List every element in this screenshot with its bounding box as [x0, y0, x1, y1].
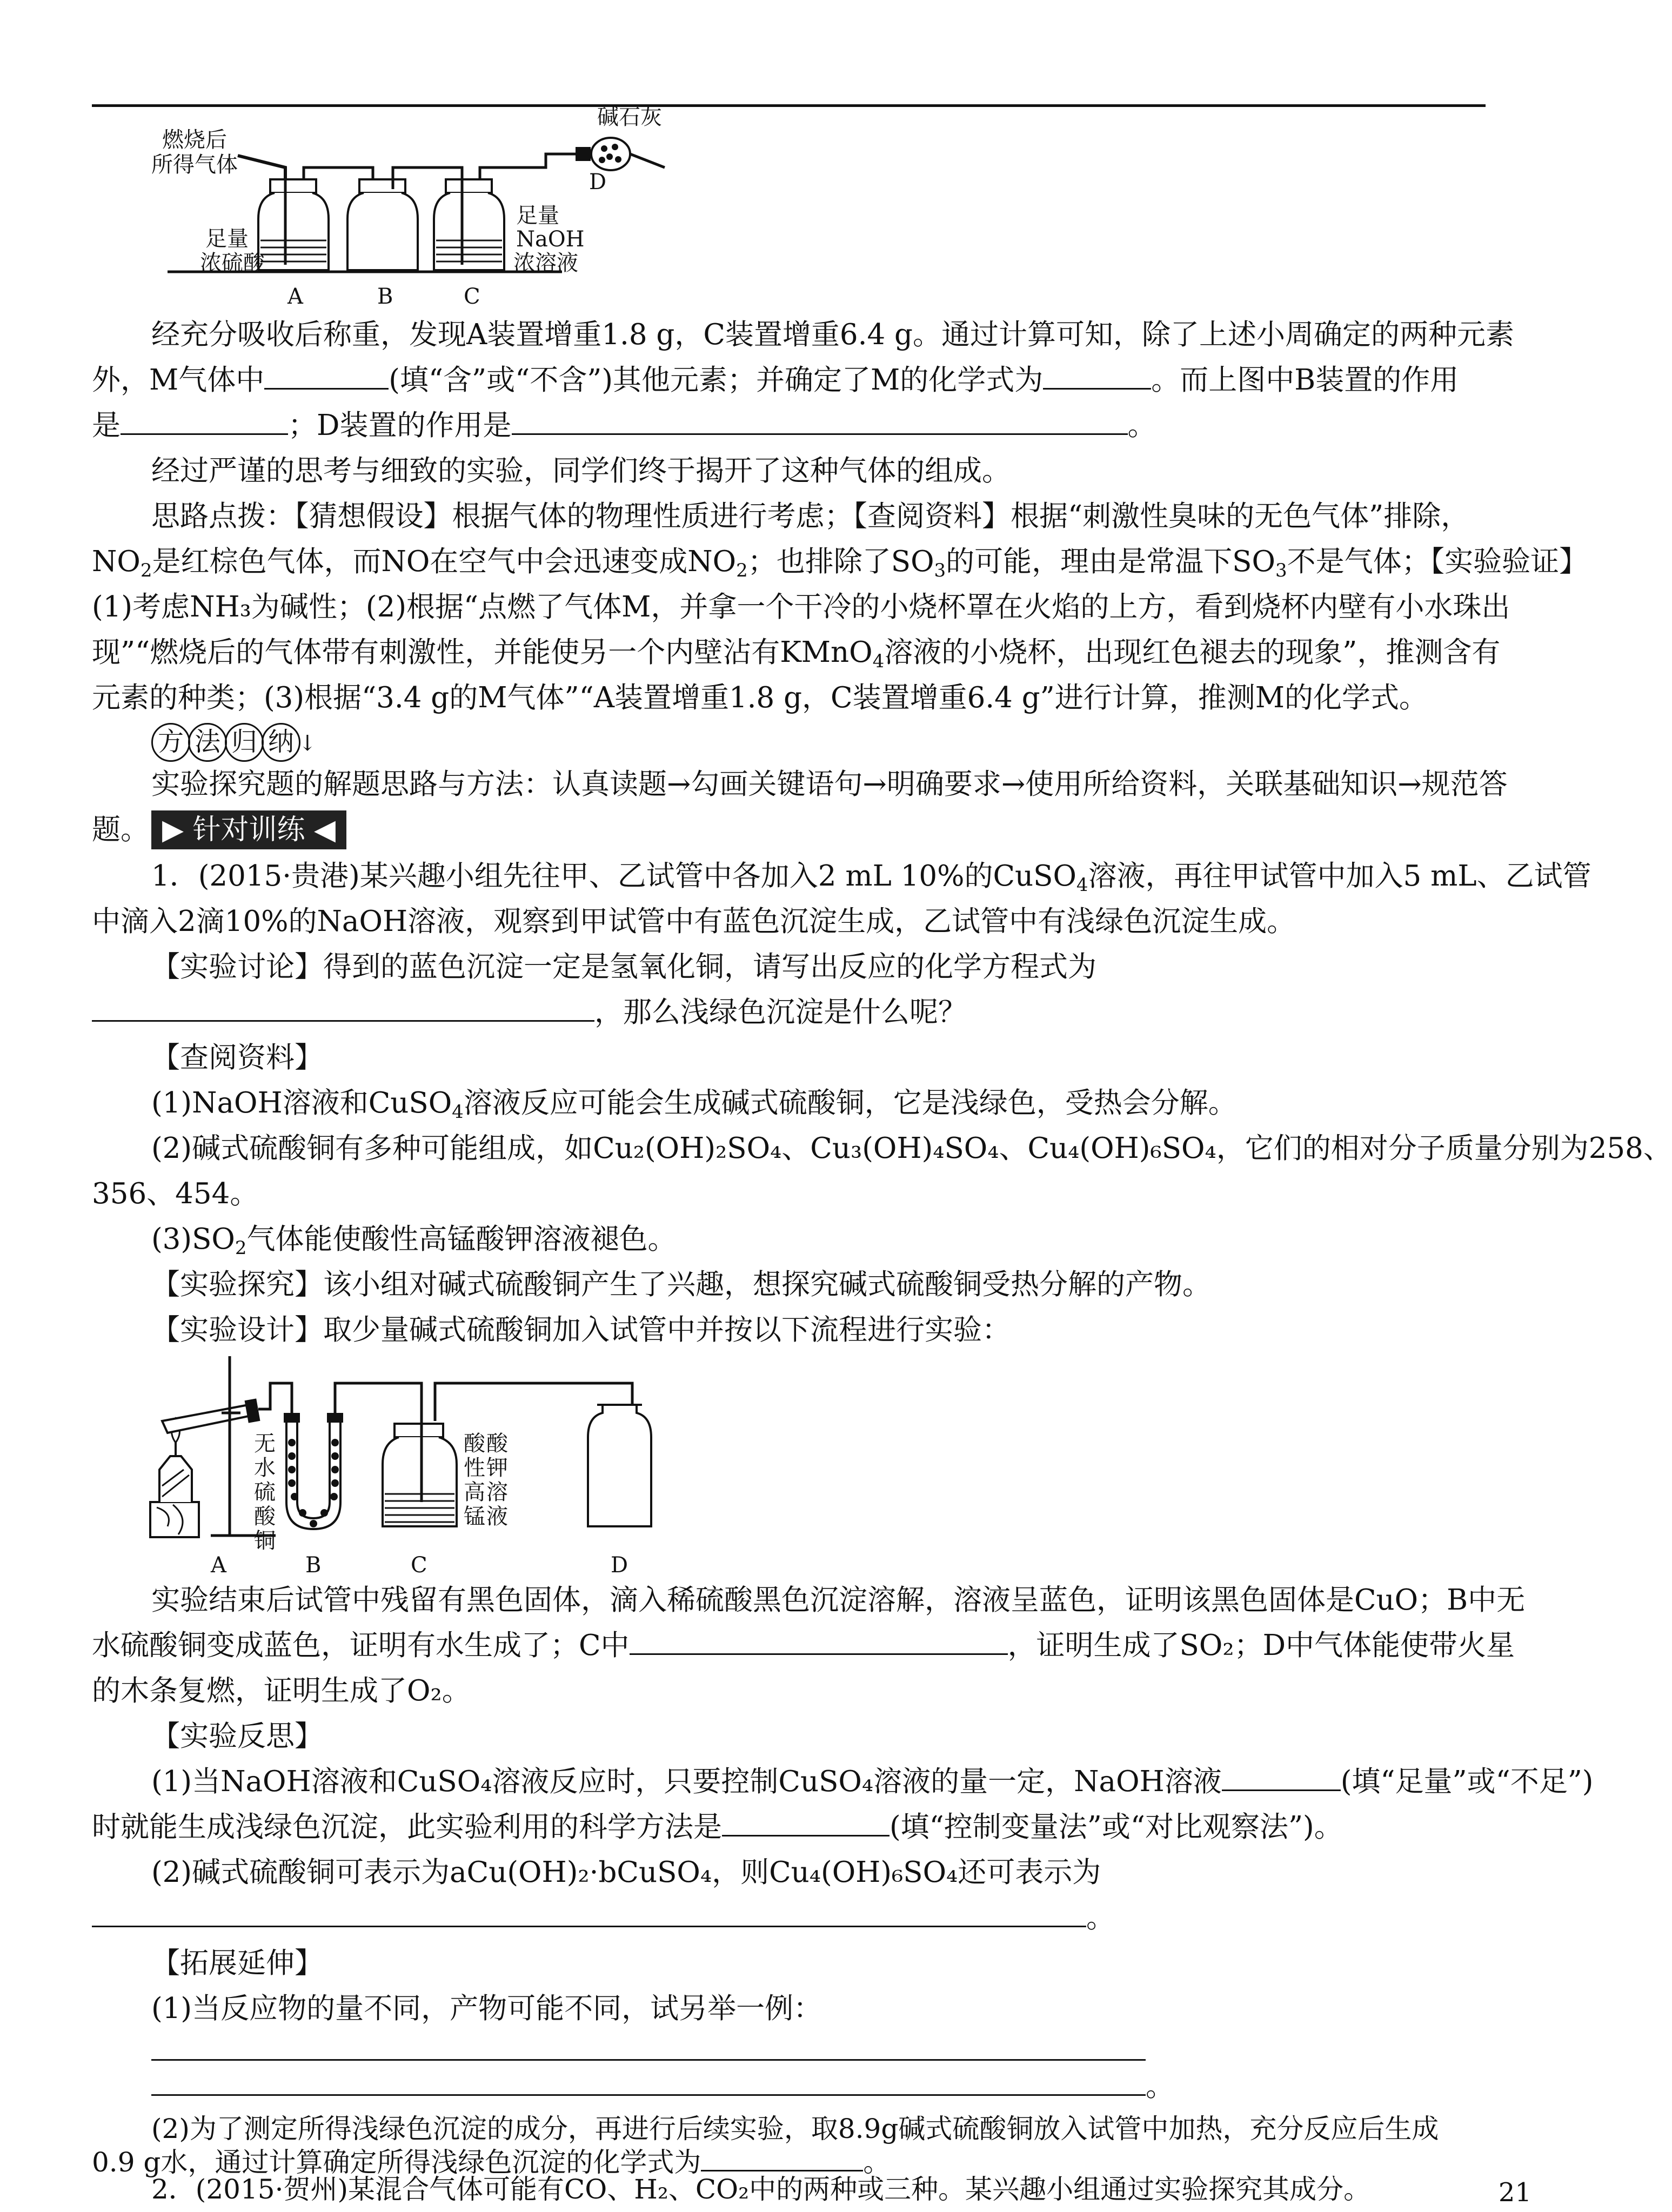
- paragraph: (1)考虑NH₃为碱性；(2)根据“点燃了气体M，并拿一个干冷的小烧杯罩在火焰的上方，看到烧杯内壁有小水珠出: [92, 591, 1510, 624]
- fig1-naoh-1: 足量: [516, 203, 559, 228]
- fig2-label-c: C: [411, 1553, 427, 1578]
- svg-text:硫: 硫: [254, 1480, 276, 1505]
- question-1: 1．(2015·贵港)某兴趣小组先往甲、乙试管中各加入2 mL 10%的CuSO$_4$溶液，再往甲试管中加入5 mL、乙试管: [151, 860, 1591, 896]
- paragraph: 现”“燃烧后的气体带有刺激性，并能使另一个内壁沾有KMnO$_4$溶液的小烧杯，出现红色褪去的现象”，推测含有: [92, 636, 1501, 672]
- paragraph: 实验探究题的解题思路与方法：认真读题→勾画关键语句→明确要求→使用所给资料，关联基础知识→规范答: [151, 768, 1508, 801]
- svg-text:溶: 溶: [486, 1480, 508, 1505]
- fig2-cuso4-label: [254, 1431, 276, 1553]
- apparatus-figure-1: [146, 105, 676, 313]
- fig1-acid-2: 浓硫酸: [200, 251, 265, 276]
- paragraph: (1)当NaOH溶液和CuSO₄溶液反应时，只要控制CuSO₄溶液的量一定，NaOH溶液 (填“足量”或“不足”): [151, 1759, 1481, 1805]
- paragraph: 的木条复燃，证明生成了O₂。: [92, 1674, 471, 1707]
- paragraph: 0.9 g水，通过计算确定所得浅绿色沉淀的化学式为 。: [92, 2140, 1481, 2185]
- paragraph: 水硫酸铜变成蓝色，证明有水生成了；C中 ，证明生成了SO₂；D中气体能使带火星: [92, 1623, 1481, 1668]
- fig2-label-d: D: [611, 1553, 628, 1578]
- fig1-naoh-2: NaOH: [516, 227, 585, 252]
- paragraph: 是 ；D装置的作用是 。: [92, 403, 1481, 448]
- fig1-label-b: B: [377, 284, 393, 309]
- paragraph: 【实验探究】该小组对碱式硫酸铜产生了兴趣，想探究碱式硫酸铜受热分解的产物。: [151, 1268, 1211, 1301]
- fig1-gas-label-2: 所得气体: [151, 152, 238, 177]
- method-summary-badge: 方 法 归 纳 ↓: [151, 719, 1481, 766]
- paragraph: 。: [151, 2064, 1481, 2109]
- paragraph: 经过严谨的思考与细致的实验，同学们终于揭开了这种气体的组成。: [151, 454, 1011, 487]
- drying-tube-d: [576, 138, 665, 170]
- paragraph: 经充分吸收后称重，发现A装置增重1.8 g，C装置增重6.4 g。通过计算可知，除了上述小周确定的两种元素: [151, 318, 1514, 351]
- paragraph: 【查阅资料】: [151, 1041, 323, 1074]
- paragraph: 2．(2015·贺州)某混合气体可能有CO、H₂、CO₂中的两种或三种。某兴趣小组通过实验探究其成分。: [151, 2174, 1371, 2205]
- fig2-label-a: A: [211, 1553, 226, 1578]
- paragraph: (1)当反应物的量不同，产物可能不同，试另举一例：: [151, 1992, 822, 2025]
- paragraph: (1)NaOH溶液和CuSO$_4$溶液反应可能会生成碱式硫酸铜，它是浅绿色，受热会分解。: [151, 1087, 1237, 1123]
- fig1-label-a: A: [287, 284, 303, 309]
- svg-text:酸: 酸: [486, 1431, 508, 1456]
- paragraph: (2)碱式硫酸铜有多种可能组成，如Cu₂(OH)₂SO₄、Cu₃(OH)₄SO₄、Cu₄(OH)₆SO₄，它们的相对分子质量分别为258、: [151, 1132, 1672, 1165]
- paragraph: 356、454。: [92, 1177, 259, 1210]
- paragraph: 题。: [92, 813, 149, 846]
- paragraph: $(3)SO_2$气体能使酸性高锰酸钾溶液褪色。: [151, 1223, 677, 1259]
- fig1-lime-label: 碱石灰: [597, 105, 662, 130]
- fig1-label-c: C: [464, 284, 480, 309]
- fig1-gas-label-1: 燃烧后: [162, 128, 227, 152]
- fig1-acid-1: 足量: [205, 226, 249, 251]
- svg-text:铜: 铜: [254, 1529, 276, 1553]
- paragraph: 元素的种类；(3)根据“3.4 g的M气体”“A装置增重1.8 g，C装置增重6.4 g”进行计算，推测M的化学式。: [92, 681, 1428, 714]
- svg-text:钾: 钾: [486, 1456, 508, 1480]
- header-rule: [92, 104, 1486, 107]
- paragraph: 中滴入2滴10%的NaOH溶液，观察到甲试管中有蓝色沉淀生成，乙试管中有浅绿色沉淀生成。: [92, 905, 1296, 938]
- paragraph: 【实验设计】取少量碱式硫酸铜加入试管中并按以下流程进行实验：: [151, 1313, 1011, 1346]
- paragraph: 思路点拨：【猜想假设】根据气体的物理性质进行考虑；【查阅资料】根据“刺激性臭味的无色气体”排除，: [151, 500, 1470, 533]
- svg-text:无: 无: [254, 1431, 276, 1456]
- fig2-kmno4-label: [464, 1431, 509, 1529]
- paragraph: (2)为了测定所得浅绿色沉淀的成分，再进行后续实验，取8.9g碱式硫酸铜放入试管中加热，充分反应后生成: [151, 2113, 1439, 2144]
- paragraph: 【拓展延伸】: [151, 1947, 323, 1980]
- paragraph: 外，M气体中 (填“含”或“不含”)其他元素；并确定了M的化学式为 。而上图中B装置的作用: [92, 358, 1481, 403]
- svg-text:液: 液: [486, 1504, 508, 1529]
- svg-text:性: 性: [464, 1456, 485, 1480]
- fig1-label-d: D: [589, 170, 607, 195]
- section-header-training: ▶ 针对训练 ◀: [151, 810, 346, 849]
- fig1-naoh-3: 浓溶液: [513, 251, 578, 276]
- svg-text:高: 高: [464, 1480, 485, 1505]
- paragraph: 实验结束后试管中残留有黑色固体，滴入稀硫酸黑色沉淀溶解，溶液呈蓝色，证明该黑色固体是CuO；B中无: [151, 1584, 1526, 1617]
- svg-text:酸: 酸: [464, 1431, 485, 1456]
- svg-text:酸: 酸: [254, 1504, 276, 1529]
- paragraph: 【实验讨论】得到的蓝色沉淀一定是氢氧化铜，请写出反应的化学方程式为: [151, 950, 1096, 983]
- paragraph: 【实验反思】: [151, 1720, 323, 1753]
- svg-text:锰: 锰: [464, 1504, 485, 1529]
- apparatus-figure-2: [141, 1340, 681, 1551]
- paragraph: $NO_2$是红棕色气体，而NO在空气中会迅速变成$NO_2$；也排除了$SO_3$的可能，理由是常温下$SO_3$不是气体；【实验验证】: [92, 545, 1588, 581]
- svg-text:水: 水: [254, 1456, 276, 1480]
- paragraph: ，那么浅绿色沉淀是什么呢？: [92, 990, 1481, 1035]
- paragraph: (2)碱式硫酸铜可表示为aCu(OH)₂·bCuSO₄，则Cu₄(OH)₆SO₄还可表示为: [151, 1856, 1101, 1889]
- page-number: 21: [1498, 2177, 1531, 2208]
- paragraph: 时就能生成浅绿色沉淀，此实验利用的科学方法是 (填“控制变量法”或“对比观察法”)。: [92, 1805, 1481, 1850]
- paragraph: 。: [92, 1895, 1481, 1941]
- fig2-label-b: B: [305, 1553, 322, 1578]
